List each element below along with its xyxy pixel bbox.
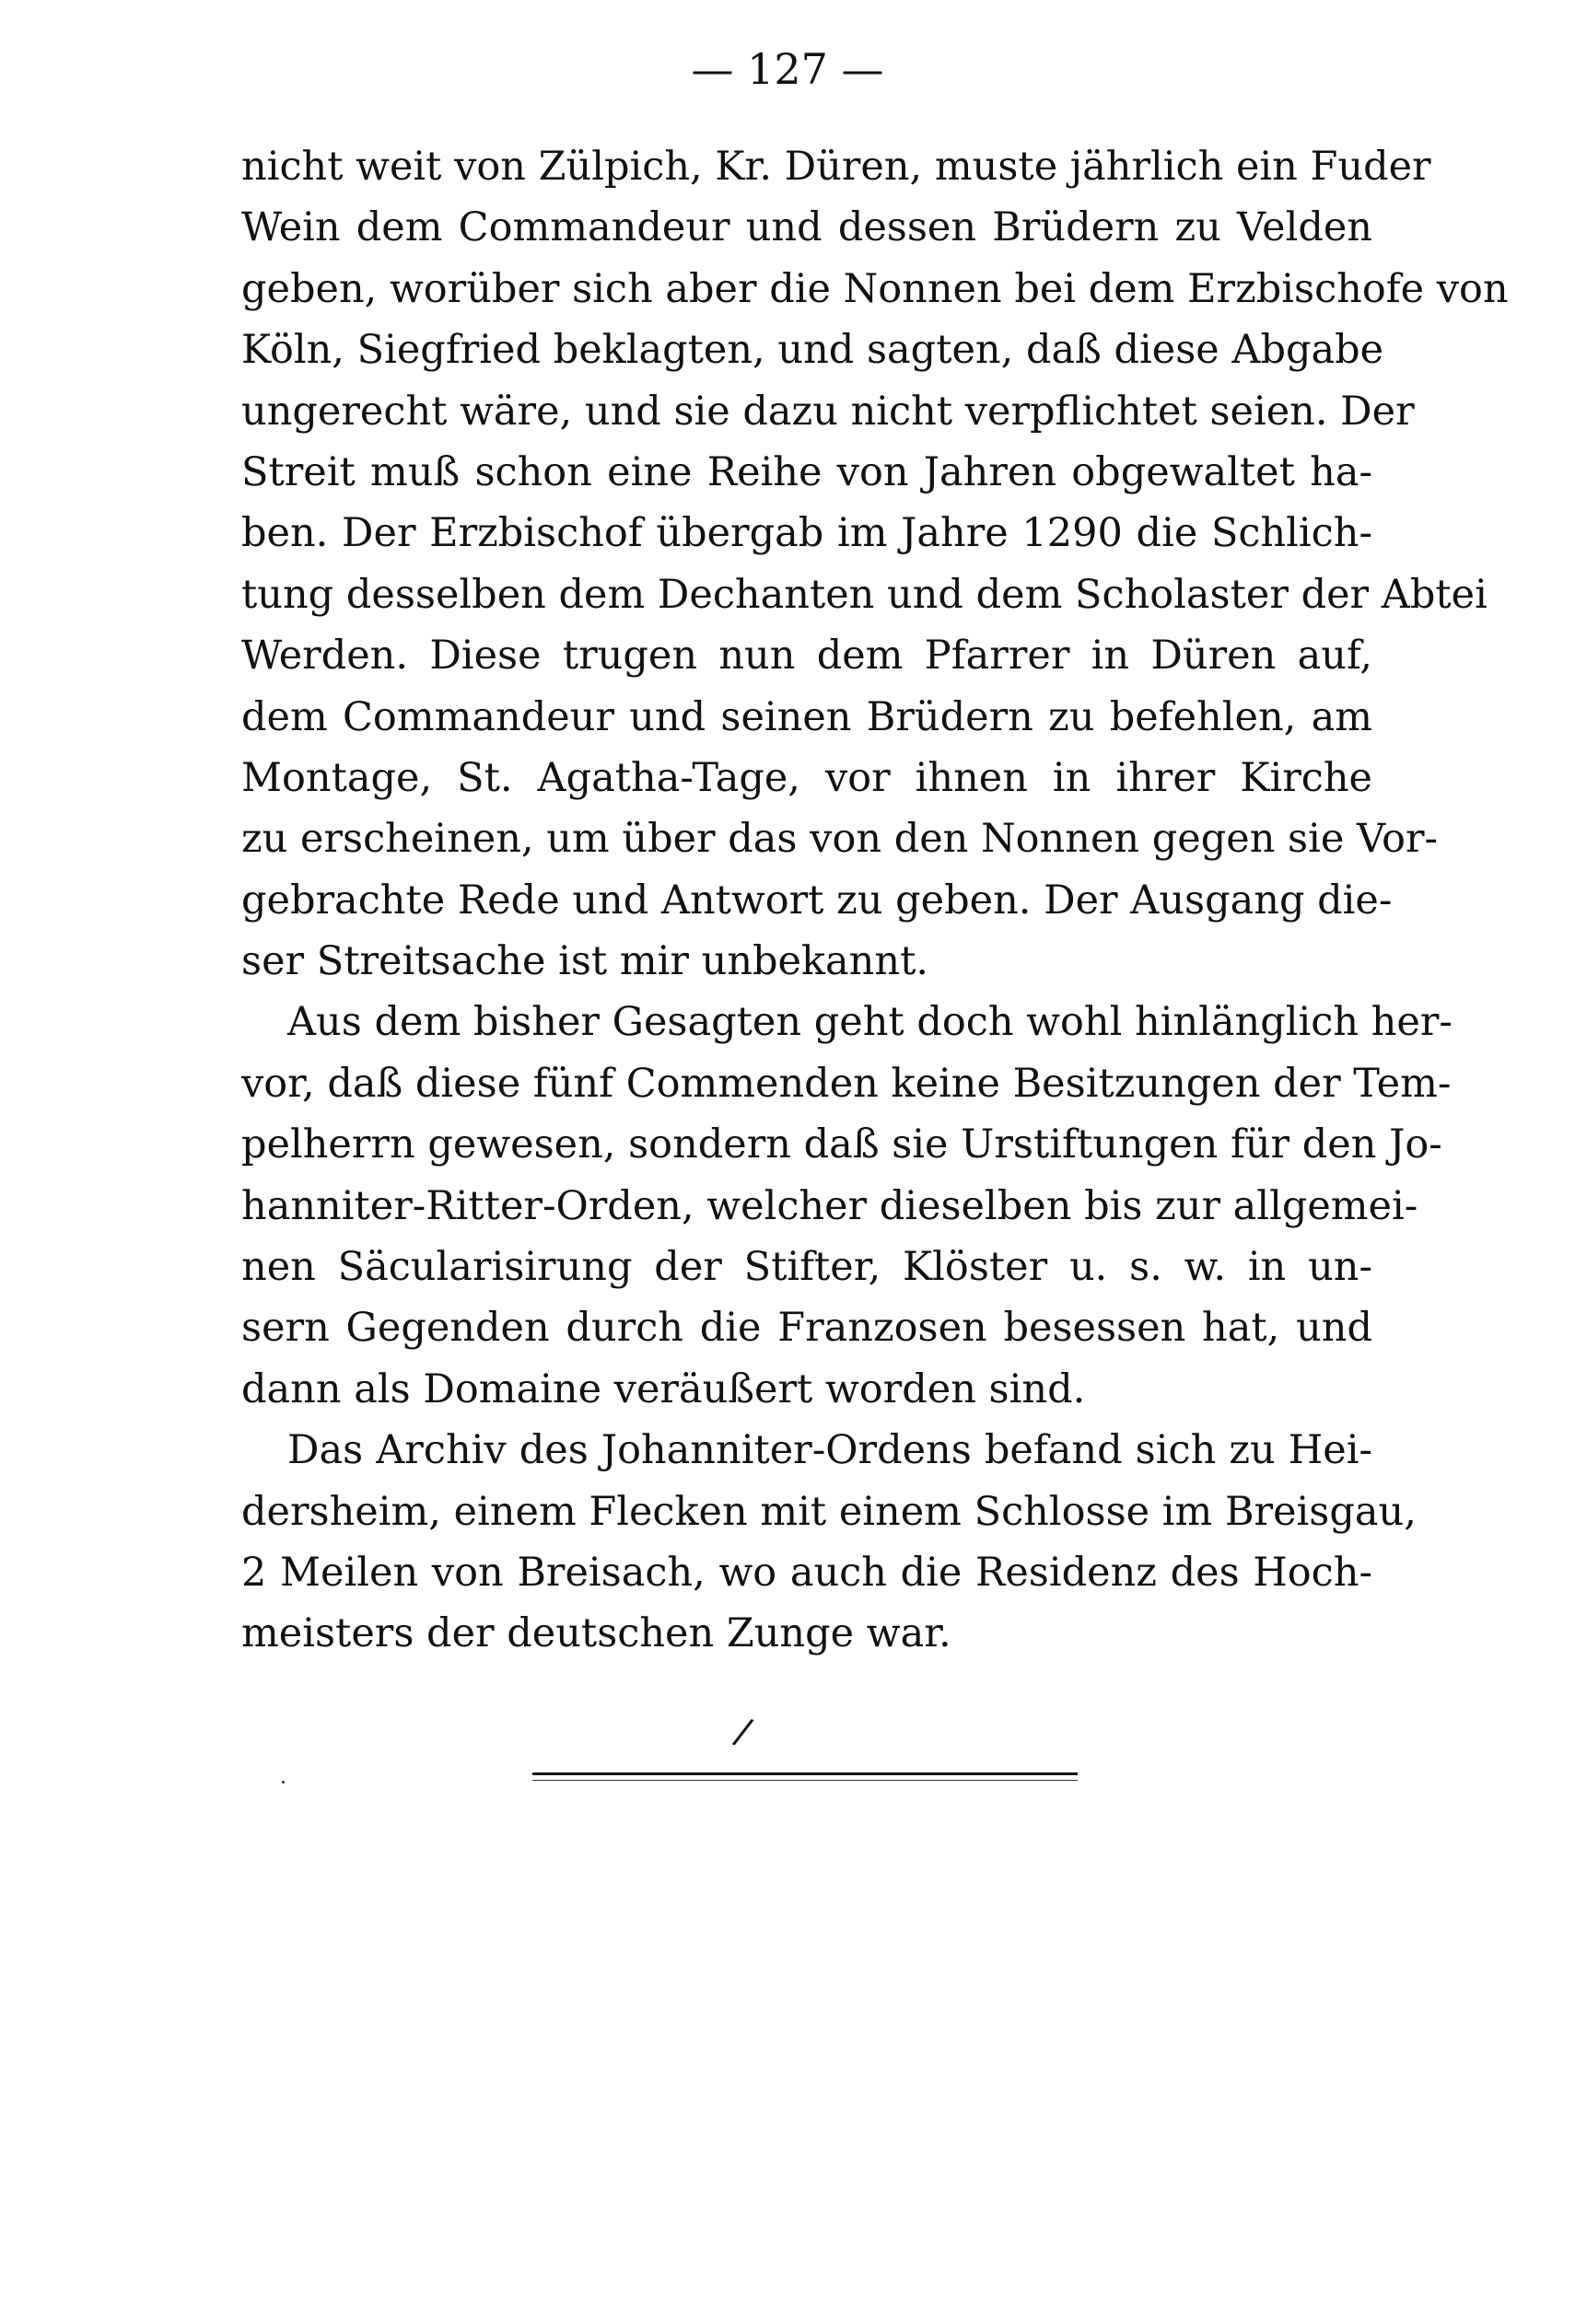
text-line: nen Säcularisirung der Stifter, Klöster u. s. w. in un- — [241, 1244, 1372, 1291]
ink-mark: / — [729, 1710, 756, 1754]
text-line: dersheim, einem Flecken mit einem Schlosse im Breisgau, — [241, 1488, 1417, 1535]
text-line: Montage, St. Agatha-Tage, vor ihnen in ihrer Kirche — [241, 754, 1372, 801]
end-rule-thin — [532, 1780, 1078, 1781]
text-line: Streit muß schon eine Reihe von Jahren obgewaltet ha- — [241, 448, 1372, 495]
text-line: dem Commandeur und seinen Brüdern zu befehlen, am — [241, 693, 1372, 740]
text-line: Das Archiv des Johanniter-Ordens befand sich zu Hei- — [287, 1427, 1372, 1474]
text-line: Köln, Siegfried beklagten, und sagten, daß diese Abgabe — [241, 327, 1384, 374]
text-line: tung desselben dem Dechanten und dem Scholaster der Abtei — [241, 571, 1488, 618]
text-line: meisters der deutschen Zunge war. — [241, 1610, 951, 1657]
text-line: zu erscheinen, um über das von den Nonnen gegen sie Vor- — [241, 816, 1439, 863]
page-number: — 127 — — [691, 44, 884, 94]
text-line: sern Gegenden durch die Franzosen besessen hat, und — [241, 1305, 1372, 1352]
text-line: dann als Domaine veräußert worden sind. — [241, 1365, 1086, 1412]
text-line: ungerecht wäre, und sie dazu nicht verpflichtet seien. Der — [241, 388, 1415, 435]
text-line: Aus dem bisher Gesagten geht doch wohl hinlänglich her- — [287, 999, 1452, 1046]
ink-dot — [282, 1781, 285, 1784]
text-line: gebrachte Rede und Antwort zu geben. Der Ausgang die- — [241, 877, 1393, 924]
text-line: pelherrn gewesen, sondern daß sie Urstiftungen für den Jo- — [241, 1121, 1442, 1168]
text-line: hanniter-Ritter-Orden, welcher dieselben bis zur allgemei- — [241, 1182, 1418, 1229]
text-line: ser Streitsache ist mir unbekannt. — [241, 938, 929, 985]
text-line: ben. Der Erzbischof übergab im Jahre 1290 die Schlich- — [241, 510, 1372, 557]
body-text — [241, 136, 1509, 1665]
end-rule — [532, 1772, 1078, 1775]
text-line: nicht weit von Zülpich, Kr. Düren, muste jährlich ein Fuder — [241, 144, 1431, 190]
text-line: Wein dem Commandeur und dessen Brüdern zu Velden — [241, 204, 1372, 251]
text-line: 2 Meilen von Breisach, wo auch die Residenz des Hoch- — [241, 1549, 1372, 1596]
text-line: geben, worüber sich aber die Nonnen bei dem Erzbischofe von — [241, 265, 1509, 312]
text-line: vor, daß diese fünf Commenden keine Besitzungen der Tem- — [241, 1060, 1452, 1107]
text-line: Werden. Diese trugen nun dem Pfarrer in Düren auf, — [241, 633, 1372, 680]
